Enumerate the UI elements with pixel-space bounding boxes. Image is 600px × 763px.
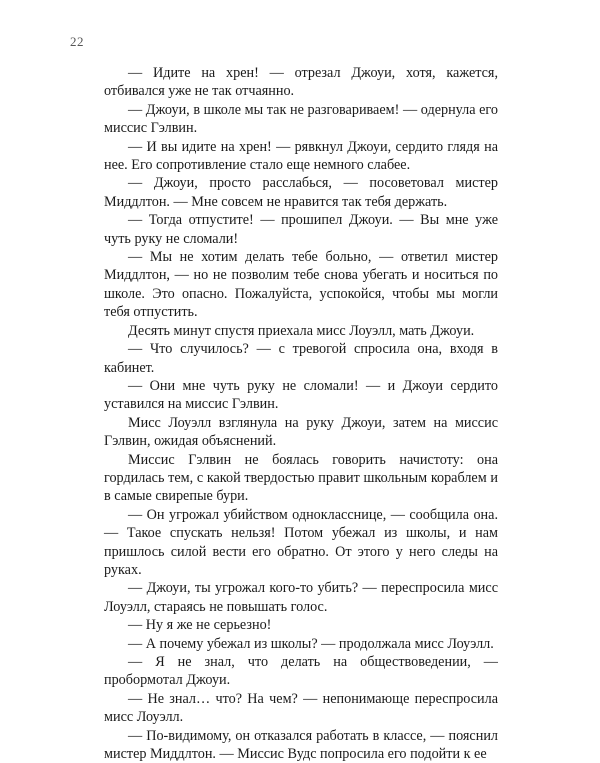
paragraph: — Они мне чуть руку не сломали! — и Джоуи сердито уставился на миссис Гэлвин. [104,377,498,413]
paragraph: Миссис Гэлвин не боялась говорить начистоту: она гордилась тем, с какой твердостью правит школьным кораблем и в самые свирепые бури. [104,451,498,505]
paragraph: — Мы не хотим делать тебе больно, — ответил мистер Миддлтон, — но не позволим тебе снова убегать и носиться по школе. Это опасно. Пожалуйста, успокойся, чтобы мы могли тебя отпустить. [104,249,498,321]
paragraph: — Ну я же не серьезно! [128,617,272,634]
page-number: 22 [70,34,84,49]
paragraph: Десять минут спустя приехала мисс Лоуэлл, мать Джоуи. [128,322,475,339]
paragraph: — Джоуи, в школе мы так не разговариваем! — одернула его миссис Гэлвин. [104,101,498,137]
paragraph: — Идите на хрен! — отрезал Джоуи, хотя, кажется, отбивался уже не так отчаянно. [104,65,498,100]
paragraph: Мисс Лоуэлл взглянула на руку Джоуи, затем на миссис Гэлвин, ожидая объяснений. [104,414,498,450]
paragraph: — Он угрожал убийством однокласснице, — сообщила она. — Такое спускать нельзя! Потом убежал из школы, и нам пришлось силой вести его обратно. От этого у него следы на руках. [104,506,498,578]
paragraph: — А почему убежал из школы? — продолжала мисс Лоуэлл. [128,635,494,652]
paragraph: — Джоуи, ты угрожал кого-то убить? — переспросила мисс Лоуэлл, стараясь не повышать голос. [104,580,498,615]
paragraph: — И вы идите на хрен! — рявкнул Джоуи, сердито глядя на нее. Его сопротивление стало еще немного слабее. [104,138,498,174]
paragraph: — Я не знал, что делать на обществоведении, — пробормотал Джоуи. [104,654,498,689]
paragraph: — Не знал… что? На чем? — непонимающе переспросила мисс Лоуэлл. [104,690,498,726]
paragraph: — Что случилось? — с тревогой спросила она, входя в кабинет. [104,341,498,376]
paragraph: — По-видимому, он отказался работать в классе, — пояснил мистер Миддлтон. — Миссис Вудс попросила его подойти к ее [104,727,498,763]
body-text [104,64,498,763]
paragraph: — Тогда отпустите! — прошипел Джоуи. — Вы мне уже чуть руку не сломали! [104,212,498,247]
paragraph: — Джоуи, просто расслабься, — посоветовал мистер Миддлтон. — Мне совсем не нравится так тебя держать. [104,175,498,210]
